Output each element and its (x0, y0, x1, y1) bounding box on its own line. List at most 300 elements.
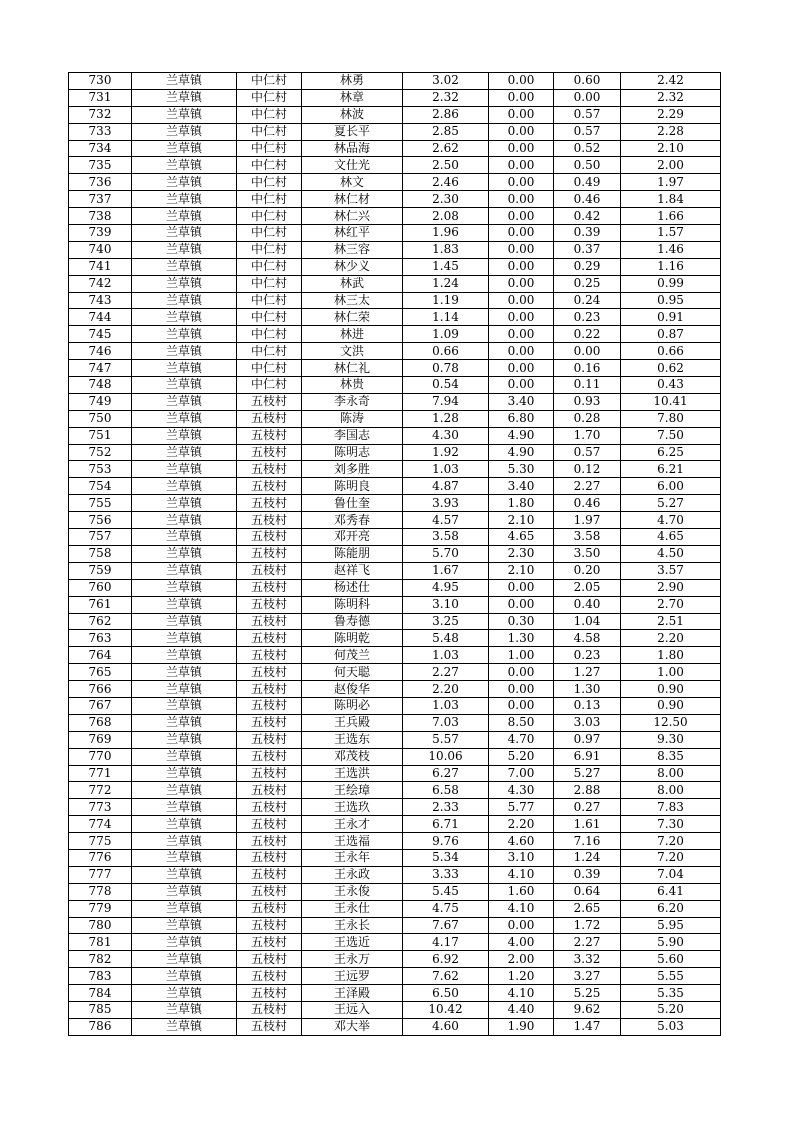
value-c-cell: 1.27 (554, 664, 621, 681)
value-b-cell: 3.40 (489, 393, 554, 410)
town-cell: 兰草镇 (132, 309, 237, 326)
value-c-cell: 0.28 (554, 410, 621, 427)
row-number-cell: 739 (69, 225, 132, 242)
person-name-cell: 林进 (302, 326, 403, 343)
value-a-cell: 1.67 (403, 562, 489, 579)
value-total-cell: 6.41 (621, 883, 721, 900)
row-number-cell: 775 (69, 833, 132, 850)
person-name-cell: 李永奇 (302, 393, 403, 410)
value-c-cell: 1.70 (554, 427, 621, 444)
value-total-cell: 5.35 (621, 985, 721, 1002)
value-c-cell: 2.27 (554, 478, 621, 495)
town-cell: 兰草镇 (132, 495, 237, 512)
value-b-cell: 0.00 (489, 343, 554, 360)
value-a-cell: 4.17 (403, 934, 489, 951)
row-number-cell: 749 (69, 393, 132, 410)
value-c-cell: 1.04 (554, 613, 621, 630)
table-row (69, 377, 721, 394)
value-total-cell: 0.90 (621, 697, 721, 714)
row-number-cell: 736 (69, 174, 132, 191)
value-a-cell: 4.57 (403, 512, 489, 529)
town-cell: 兰草镇 (132, 208, 237, 225)
row-number-cell: 730 (69, 73, 132, 90)
row-number-cell: 783 (69, 968, 132, 985)
value-b-cell: 5.77 (489, 799, 554, 816)
value-c-cell: 0.20 (554, 562, 621, 579)
village-cell: 中仁村 (237, 309, 302, 326)
value-b-cell: 1.80 (489, 495, 554, 512)
town-cell: 兰草镇 (132, 866, 237, 883)
value-c-cell: 0.42 (554, 208, 621, 225)
person-name-cell: 王永才 (302, 816, 403, 833)
village-cell: 中仁村 (237, 140, 302, 157)
value-a-cell: 6.58 (403, 782, 489, 799)
value-b-cell: 4.90 (489, 444, 554, 461)
value-total-cell: 2.51 (621, 613, 721, 630)
row-number-cell: 786 (69, 1018, 132, 1035)
town-cell: 兰草镇 (132, 512, 237, 529)
village-cell: 五枝村 (237, 647, 302, 664)
value-c-cell: 5.27 (554, 765, 621, 782)
value-total-cell: 2.29 (621, 106, 721, 123)
person-name-cell: 林仁礼 (302, 360, 403, 377)
value-c-cell: 3.27 (554, 968, 621, 985)
town-cell: 兰草镇 (132, 647, 237, 664)
village-cell: 中仁村 (237, 191, 302, 208)
village-cell: 五枝村 (237, 833, 302, 850)
town-cell: 兰草镇 (132, 123, 237, 140)
table-row (69, 73, 721, 90)
person-name-cell: 林仁材 (302, 191, 403, 208)
value-total-cell: 5.95 (621, 917, 721, 934)
value-b-cell: 8.50 (489, 714, 554, 731)
value-a-cell: 0.66 (403, 343, 489, 360)
village-cell: 五枝村 (237, 866, 302, 883)
person-name-cell: 文洪 (302, 343, 403, 360)
person-name-cell: 李国志 (302, 427, 403, 444)
table-row (69, 545, 721, 562)
village-cell: 五枝村 (237, 799, 302, 816)
value-total-cell: 0.99 (621, 275, 721, 292)
person-name-cell: 林贵 (302, 377, 403, 394)
row-number-cell: 754 (69, 478, 132, 495)
person-name-cell: 杨述仕 (302, 579, 403, 596)
value-b-cell: 0.00 (489, 174, 554, 191)
village-cell: 五枝村 (237, 664, 302, 681)
value-a-cell: 1.03 (403, 697, 489, 714)
value-c-cell: 0.93 (554, 393, 621, 410)
village-cell: 中仁村 (237, 292, 302, 309)
person-name-cell: 林红平 (302, 225, 403, 242)
town-cell: 兰草镇 (132, 748, 237, 765)
person-name-cell: 王选福 (302, 833, 403, 850)
table-row (69, 191, 721, 208)
table-row (69, 951, 721, 968)
town-cell: 兰草镇 (132, 106, 237, 123)
town-cell: 兰草镇 (132, 731, 237, 748)
value-b-cell: 0.00 (489, 73, 554, 90)
value-b-cell: 0.00 (489, 106, 554, 123)
value-b-cell: 4.40 (489, 1001, 554, 1018)
village-cell: 五枝村 (237, 951, 302, 968)
town-cell: 兰草镇 (132, 664, 237, 681)
village-cell: 五枝村 (237, 900, 302, 917)
row-number-cell: 760 (69, 579, 132, 596)
value-c-cell: 0.29 (554, 258, 621, 275)
person-name-cell: 邓秀春 (302, 512, 403, 529)
town-cell: 兰草镇 (132, 613, 237, 630)
town-cell: 兰草镇 (132, 681, 237, 698)
village-cell: 五枝村 (237, 968, 302, 985)
value-total-cell: 0.62 (621, 360, 721, 377)
village-cell: 五枝村 (237, 917, 302, 934)
town-cell: 兰草镇 (132, 140, 237, 157)
town-cell: 兰草镇 (132, 630, 237, 647)
value-a-cell: 6.71 (403, 816, 489, 833)
person-name-cell: 林少义 (302, 258, 403, 275)
row-number-cell: 768 (69, 714, 132, 731)
person-name-cell: 林文 (302, 174, 403, 191)
person-name-cell: 王永仕 (302, 900, 403, 917)
row-number-cell: 773 (69, 799, 132, 816)
value-total-cell: 2.42 (621, 73, 721, 90)
table-row (69, 326, 721, 343)
value-b-cell: 0.00 (489, 579, 554, 596)
value-c-cell: 3.50 (554, 545, 621, 562)
village-cell: 五枝村 (237, 596, 302, 613)
row-number-cell: 765 (69, 664, 132, 681)
value-total-cell: 5.90 (621, 934, 721, 951)
person-name-cell: 王选洪 (302, 765, 403, 782)
town-cell: 兰草镇 (132, 799, 237, 816)
town-cell: 兰草镇 (132, 191, 237, 208)
row-number-cell: 753 (69, 461, 132, 478)
row-number-cell: 750 (69, 410, 132, 427)
row-number-cell: 776 (69, 849, 132, 866)
value-total-cell: 1.16 (621, 258, 721, 275)
village-cell: 五枝村 (237, 427, 302, 444)
value-total-cell: 2.90 (621, 579, 721, 596)
row-number-cell: 761 (69, 596, 132, 613)
row-number-cell: 751 (69, 427, 132, 444)
town-cell: 兰草镇 (132, 292, 237, 309)
value-c-cell: 0.50 (554, 157, 621, 174)
row-number-cell: 778 (69, 883, 132, 900)
row-number-cell: 756 (69, 512, 132, 529)
value-b-cell: 0.00 (489, 208, 554, 225)
town-cell: 兰草镇 (132, 985, 237, 1002)
town-cell: 兰草镇 (132, 258, 237, 275)
value-c-cell: 1.97 (554, 512, 621, 529)
value-b-cell: 0.00 (489, 123, 554, 140)
value-b-cell: 2.20 (489, 816, 554, 833)
value-a-cell: 5.34 (403, 849, 489, 866)
value-total-cell: 4.50 (621, 545, 721, 562)
value-c-cell: 7.16 (554, 833, 621, 850)
value-b-cell: 0.00 (489, 309, 554, 326)
value-total-cell: 7.83 (621, 799, 721, 816)
value-b-cell: 0.00 (489, 377, 554, 394)
person-name-cell: 何天聪 (302, 664, 403, 681)
value-total-cell: 7.50 (621, 427, 721, 444)
value-a-cell: 1.83 (403, 241, 489, 258)
table-row (69, 225, 721, 242)
value-total-cell: 8.35 (621, 748, 721, 765)
row-number-cell: 767 (69, 697, 132, 714)
table-row (69, 816, 721, 833)
value-b-cell: 0.00 (489, 596, 554, 613)
row-number-cell: 769 (69, 731, 132, 748)
person-name-cell: 赵祥飞 (302, 562, 403, 579)
value-c-cell: 0.13 (554, 697, 621, 714)
village-cell: 中仁村 (237, 225, 302, 242)
value-b-cell: 0.00 (489, 89, 554, 106)
village-cell: 五枝村 (237, 714, 302, 731)
row-number-cell: 777 (69, 866, 132, 883)
value-b-cell: 2.00 (489, 951, 554, 968)
value-a-cell: 2.20 (403, 681, 489, 698)
value-a-cell: 2.33 (403, 799, 489, 816)
village-cell: 五枝村 (237, 461, 302, 478)
value-c-cell: 0.60 (554, 73, 621, 90)
value-a-cell: 1.19 (403, 292, 489, 309)
value-c-cell: 1.30 (554, 681, 621, 698)
town-cell: 兰草镇 (132, 1001, 237, 1018)
person-name-cell: 王永年 (302, 849, 403, 866)
value-total-cell: 2.00 (621, 157, 721, 174)
person-name-cell: 何茂兰 (302, 647, 403, 664)
row-number-cell: 746 (69, 343, 132, 360)
value-c-cell: 1.47 (554, 1018, 621, 1035)
value-a-cell: 7.67 (403, 917, 489, 934)
value-total-cell: 2.20 (621, 630, 721, 647)
village-cell: 五枝村 (237, 579, 302, 596)
value-b-cell: 4.70 (489, 731, 554, 748)
village-cell: 中仁村 (237, 343, 302, 360)
table-row (69, 529, 721, 546)
value-b-cell: 0.30 (489, 613, 554, 630)
value-b-cell: 0.00 (489, 664, 554, 681)
village-cell: 五枝村 (237, 1018, 302, 1035)
value-c-cell: 0.24 (554, 292, 621, 309)
person-name-cell: 陈明志 (302, 444, 403, 461)
value-total-cell: 5.20 (621, 1001, 721, 1018)
value-b-cell: 4.90 (489, 427, 554, 444)
value-b-cell: 0.00 (489, 360, 554, 377)
value-total-cell: 2.28 (621, 123, 721, 140)
town-cell: 兰草镇 (132, 833, 237, 850)
row-number-cell: 766 (69, 681, 132, 698)
person-name-cell: 陈明科 (302, 596, 403, 613)
table-row (69, 478, 721, 495)
table-row (69, 208, 721, 225)
table-row (69, 714, 721, 731)
town-cell: 兰草镇 (132, 782, 237, 799)
value-c-cell: 0.57 (554, 444, 621, 461)
value-a-cell: 2.27 (403, 664, 489, 681)
value-a-cell: 1.28 (403, 410, 489, 427)
value-b-cell: 0.00 (489, 191, 554, 208)
value-total-cell: 5.27 (621, 495, 721, 512)
town-cell: 兰草镇 (132, 529, 237, 546)
row-number-cell: 741 (69, 258, 132, 275)
value-b-cell: 0.00 (489, 225, 554, 242)
table-row (69, 900, 721, 917)
value-total-cell: 1.00 (621, 664, 721, 681)
table-row (69, 833, 721, 850)
value-a-cell: 2.32 (403, 89, 489, 106)
town-cell: 兰草镇 (132, 275, 237, 292)
value-a-cell: 7.03 (403, 714, 489, 731)
person-name-cell: 林三太 (302, 292, 403, 309)
value-b-cell: 4.60 (489, 833, 554, 850)
value-b-cell: 4.10 (489, 985, 554, 1002)
value-total-cell: 1.97 (621, 174, 721, 191)
value-b-cell: 1.00 (489, 647, 554, 664)
town-cell: 兰草镇 (132, 579, 237, 596)
row-number-cell: 748 (69, 377, 132, 394)
person-name-cell: 王选近 (302, 934, 403, 951)
value-total-cell: 7.30 (621, 816, 721, 833)
value-c-cell: 4.58 (554, 630, 621, 647)
person-name-cell: 林仁荣 (302, 309, 403, 326)
value-a-cell: 1.45 (403, 258, 489, 275)
table-row (69, 123, 721, 140)
value-total-cell: 7.20 (621, 833, 721, 850)
village-cell: 五枝村 (237, 748, 302, 765)
person-name-cell: 王选玖 (302, 799, 403, 816)
value-c-cell: 0.97 (554, 731, 621, 748)
value-total-cell: 9.30 (621, 731, 721, 748)
town-cell: 兰草镇 (132, 444, 237, 461)
person-name-cell: 陈明乾 (302, 630, 403, 647)
value-c-cell: 2.27 (554, 934, 621, 951)
person-name-cell: 文仕光 (302, 157, 403, 174)
person-name-cell: 鲁仕奎 (302, 495, 403, 512)
town-cell: 兰草镇 (132, 89, 237, 106)
table-row (69, 596, 721, 613)
village-cell: 中仁村 (237, 157, 302, 174)
town-cell: 兰草镇 (132, 410, 237, 427)
row-number-cell: 737 (69, 191, 132, 208)
value-a-cell: 6.50 (403, 985, 489, 1002)
value-b-cell: 1.60 (489, 883, 554, 900)
value-c-cell: 0.00 (554, 89, 621, 106)
value-total-cell: 0.87 (621, 326, 721, 343)
value-total-cell: 5.03 (621, 1018, 721, 1035)
town-cell: 兰草镇 (132, 596, 237, 613)
table-row (69, 917, 721, 934)
value-b-cell: 2.10 (489, 562, 554, 579)
table-row (69, 647, 721, 664)
town-cell: 兰草镇 (132, 816, 237, 833)
town-cell: 兰草镇 (132, 343, 237, 360)
value-total-cell: 4.65 (621, 529, 721, 546)
value-a-cell: 4.87 (403, 478, 489, 495)
value-b-cell: 4.10 (489, 866, 554, 883)
table-row (69, 360, 721, 377)
table-row (69, 782, 721, 799)
table-row (69, 985, 721, 1002)
table-row (69, 292, 721, 309)
value-b-cell: 0.00 (489, 140, 554, 157)
table-row (69, 731, 721, 748)
village-cell: 五枝村 (237, 1001, 302, 1018)
value-a-cell: 7.94 (403, 393, 489, 410)
value-a-cell: 2.46 (403, 174, 489, 191)
value-total-cell: 6.00 (621, 478, 721, 495)
town-cell: 兰草镇 (132, 934, 237, 951)
row-number-cell: 740 (69, 241, 132, 258)
village-cell: 五枝村 (237, 816, 302, 833)
row-number-cell: 743 (69, 292, 132, 309)
row-number-cell: 757 (69, 529, 132, 546)
value-a-cell: 2.86 (403, 106, 489, 123)
row-number-cell: 774 (69, 816, 132, 833)
person-name-cell: 王永俊 (302, 883, 403, 900)
value-b-cell: 7.00 (489, 765, 554, 782)
value-b-cell: 2.10 (489, 512, 554, 529)
value-a-cell: 2.30 (403, 191, 489, 208)
table-row (69, 1001, 721, 1018)
row-number-cell: 758 (69, 545, 132, 562)
person-name-cell: 王兵殿 (302, 714, 403, 731)
village-cell: 五枝村 (237, 630, 302, 647)
town-cell: 兰草镇 (132, 360, 237, 377)
village-cell: 五枝村 (237, 410, 302, 427)
table-row (69, 258, 721, 275)
value-total-cell: 1.66 (621, 208, 721, 225)
town-cell: 兰草镇 (132, 697, 237, 714)
value-b-cell: 1.90 (489, 1018, 554, 1035)
row-number-cell: 782 (69, 951, 132, 968)
value-a-cell: 3.25 (403, 613, 489, 630)
row-number-cell: 734 (69, 140, 132, 157)
village-cell: 五枝村 (237, 393, 302, 410)
row-number-cell: 759 (69, 562, 132, 579)
value-b-cell: 0.00 (489, 157, 554, 174)
value-a-cell: 10.42 (403, 1001, 489, 1018)
value-total-cell: 6.21 (621, 461, 721, 478)
village-cell: 五枝村 (237, 478, 302, 495)
value-a-cell: 2.08 (403, 208, 489, 225)
person-name-cell: 王选东 (302, 731, 403, 748)
value-b-cell: 0.00 (489, 292, 554, 309)
value-total-cell: 4.70 (621, 512, 721, 529)
value-c-cell: 0.57 (554, 123, 621, 140)
value-c-cell: 3.32 (554, 951, 621, 968)
value-total-cell: 3.57 (621, 562, 721, 579)
value-c-cell: 2.65 (554, 900, 621, 917)
data-table (68, 72, 721, 1036)
table-row (69, 393, 721, 410)
value-total-cell: 1.57 (621, 225, 721, 242)
value-a-cell: 1.09 (403, 326, 489, 343)
value-c-cell: 5.25 (554, 985, 621, 1002)
table-row (69, 613, 721, 630)
person-name-cell: 林武 (302, 275, 403, 292)
village-cell: 五枝村 (237, 562, 302, 579)
table-row (69, 461, 721, 478)
value-total-cell: 5.55 (621, 968, 721, 985)
row-number-cell: 781 (69, 934, 132, 951)
village-cell: 中仁村 (237, 241, 302, 258)
village-cell: 中仁村 (237, 258, 302, 275)
person-name-cell: 王泽殿 (302, 985, 403, 1002)
value-a-cell: 4.30 (403, 427, 489, 444)
table-row (69, 106, 721, 123)
value-a-cell: 9.76 (403, 833, 489, 850)
